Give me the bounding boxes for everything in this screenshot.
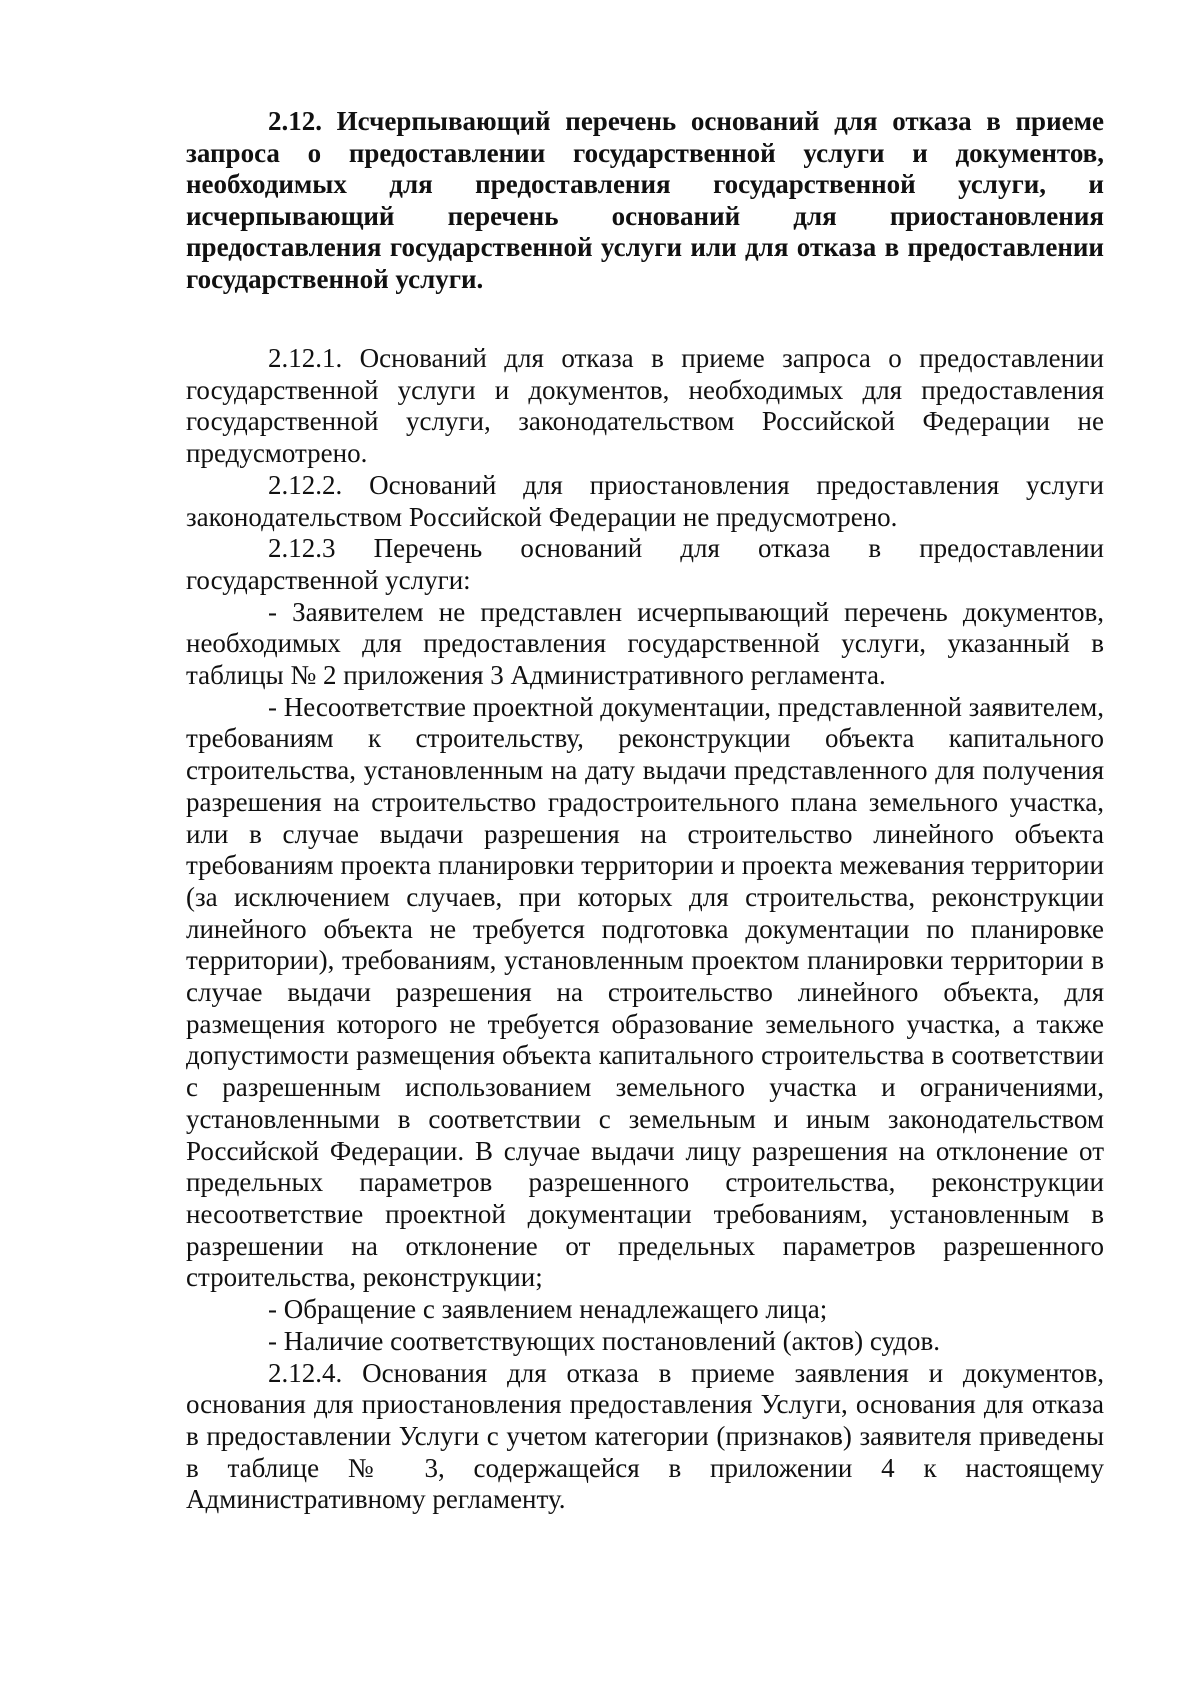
document-body — [186, 343, 1104, 1516]
paragraph-2-12-1: 2.12.1. Оснований для отказа в приеме запроса о предоставлении государственной услуги и документов, необходимых для предоставления государственной услуги, законодательством Российской Федерации не предусмотрено. — [186, 343, 1104, 469]
list-item-incomplete-documents: - Заявителем не представлен исчерпывающий перечень документов, необходимых для предоставления государственной услуги, указанный в таблицы № 2 приложения 3 Административного регламента. — [186, 596, 1104, 691]
paragraph-2-12-4: 2.12.4. Основания для отказа в приеме заявления и документов, основания для приостановления предоставления Услуги, основания для отказа в предоставлении Услуги с учетом категории (признаков) заявителя приведены в таблице № 3, содержащейся в приложении 4 к настоящему Административному регламенту. — [186, 1357, 1104, 1515]
document-content — [186, 106, 1104, 1516]
section-heading: 2.12. Исчерпывающий перечень оснований для отказа в приеме запроса о предоставлении государственной услуги и документов, необходимых для предоставления государственной услуги, и исчерпывающий перечень оснований для приостановления предоставления государственной услуги или для отказа в предоставлении государственной услуги. — [186, 106, 1104, 294]
list-item-project-noncompliance: - Несоответствие проектной документации, представленной заявителем, требованиям к строительству, реконструкции объекта капитального строительства, установленным на дату выдачи представленного для получения разрешения на строительство градостроительного плана земельного участка, или в случае выдачи разрешения на строительство линейного объекта требованиям проекта планировки территории и проекта межевания территории (за исключением случаев, при которых для строительства, реконструкции линейного объекта не требуется подготовка документации по планировке территории), требованиям, установленным проектом планировки территории в случае выдачи разрешения на строительство линейного объекта, для размещения которого не требуется образование земельного участка, а также допустимости размещения объекта капитального строительства в соответствии с разрешенным использованием земельного участка и ограничениями, установленными в соответствии с земельным и иным законодательством Российской Федерации. В случае выдачи лицу разрешения на отклонение от предельных параметров разрешенного строительства, реконструкции несоответствие проектной документации требованиям, установленным в разрешении на отклонение от предельных параметров разрешенного строительства, реконструкции; — [186, 691, 1105, 1293]
list-item-court-rulings: - Наличие соответствующих постановлений (актов) судов. — [268, 1325, 940, 1356]
paragraph-2-12-2: 2.12.2. Оснований для приостановления предоставления услуги законодательством Российской Федерации не предусмотрено. — [186, 469, 1104, 532]
list-item-improper-applicant: - Обращение с заявлением ненадлежащего лица; — [268, 1294, 828, 1325]
paragraph-2-12-3: 2.12.3 Перечень оснований для отказа в предоставлении государственной услуги: — [186, 533, 1104, 595]
